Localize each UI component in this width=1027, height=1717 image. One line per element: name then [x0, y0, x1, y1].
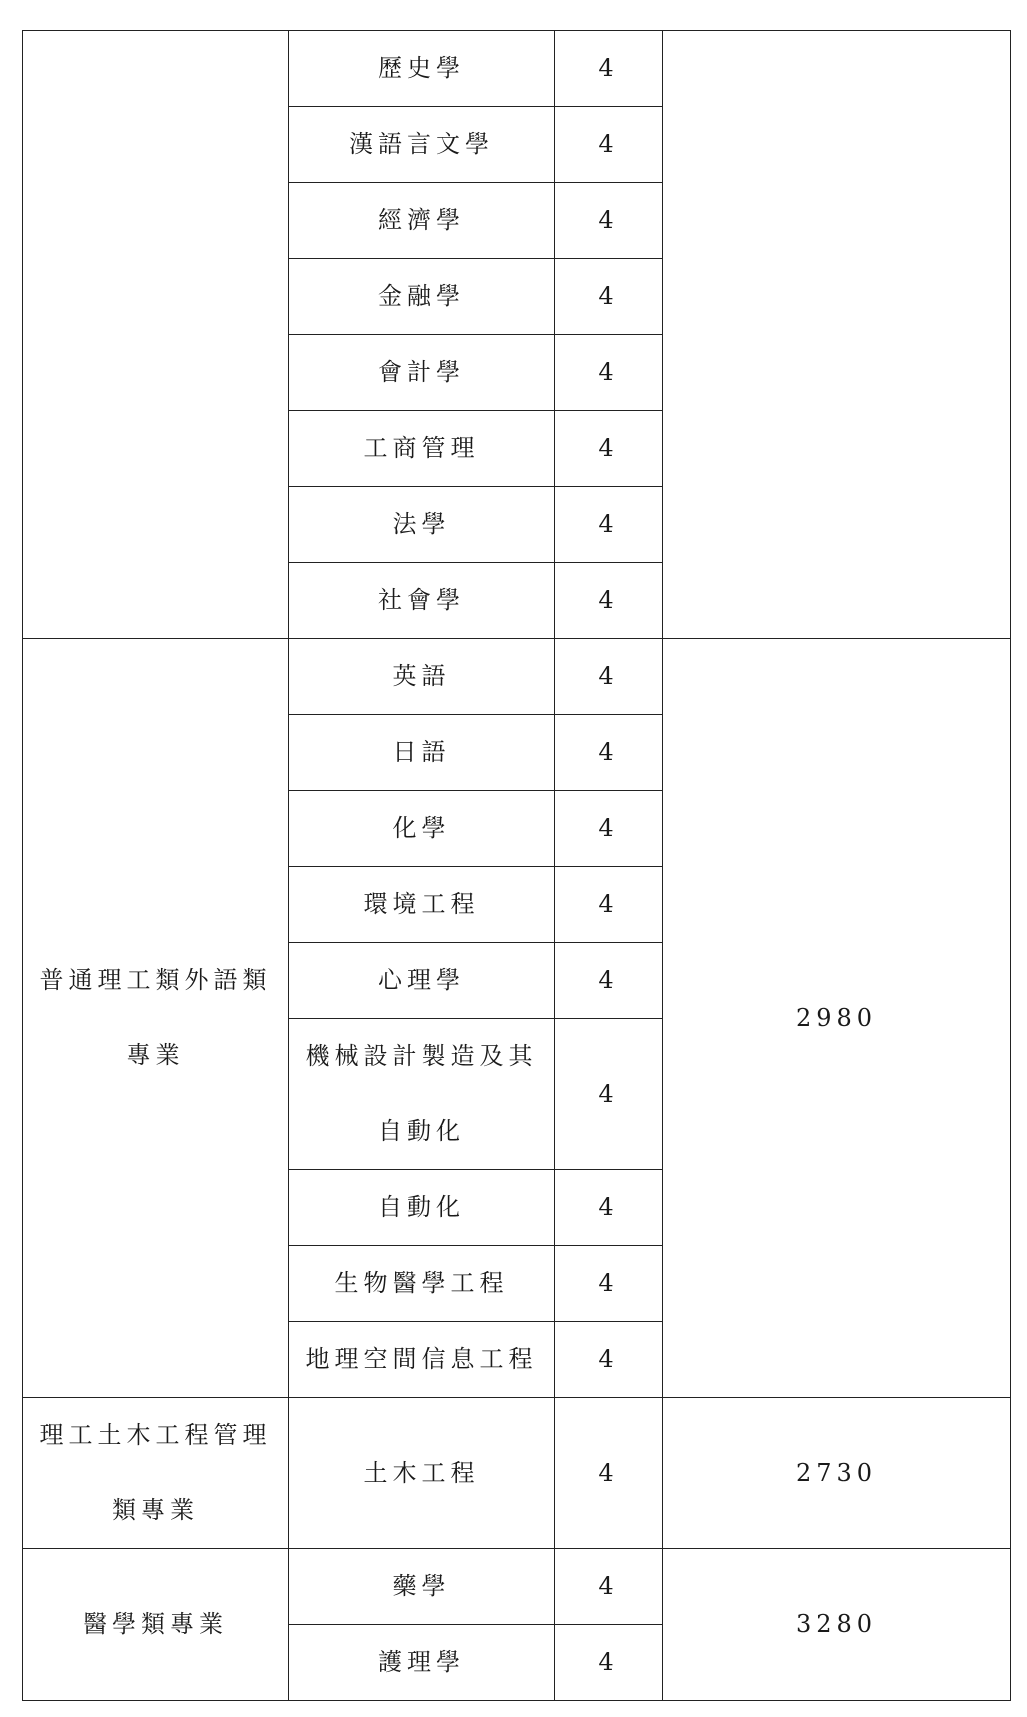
- years-cell: 4: [555, 639, 663, 715]
- fee-table: [22, 30, 1011, 1701]
- table-row: [23, 1398, 1011, 1549]
- major-cell: 日語: [289, 715, 555, 791]
- major-cell: 環境工程: [289, 867, 555, 943]
- table-row: [23, 639, 1011, 715]
- fee-cell: 2980: [663, 639, 1011, 1398]
- years-cell: 4: [555, 183, 663, 259]
- major-cell: 金融學: [289, 259, 555, 335]
- category-label: 普通理工類外語類專業: [39, 966, 272, 1069]
- table-row: [23, 1549, 1011, 1625]
- years-cell: 4: [555, 1170, 663, 1246]
- category-cell: 醫學類專業: [23, 1549, 289, 1701]
- major-cell: 工商管理: [289, 411, 555, 487]
- major-cell: 生物醫學工程: [289, 1246, 555, 1322]
- years-cell: 4: [555, 1398, 663, 1549]
- major-cell: 藥學: [289, 1549, 555, 1625]
- table-row: [23, 31, 1011, 107]
- category-cell: [23, 1398, 289, 1549]
- major-cell: 社會學: [289, 563, 555, 639]
- major-cell: 土木工程: [289, 1398, 555, 1549]
- fee-cell: 3280: [663, 1549, 1011, 1701]
- major-cell: 護理學: [289, 1625, 555, 1701]
- years-cell: 4: [555, 1246, 663, 1322]
- major-cell: 自動化: [289, 1170, 555, 1246]
- major-cell: 英語: [289, 639, 555, 715]
- years-cell: 4: [555, 487, 663, 563]
- category-cell: [23, 31, 289, 639]
- major-cell: 歷史學: [289, 31, 555, 107]
- major-cell: [289, 1019, 555, 1170]
- major-cell: 經濟學: [289, 183, 555, 259]
- years-cell: 4: [555, 1322, 663, 1398]
- category-label: 理工土木工程管理類專業: [39, 1421, 272, 1524]
- years-cell: 4: [555, 1549, 663, 1625]
- major-cell: 法學: [289, 487, 555, 563]
- category-cell: [23, 639, 289, 1398]
- major-cell: 會計學: [289, 335, 555, 411]
- major-cell: 心理學: [289, 943, 555, 1019]
- fee-cell: [663, 31, 1011, 639]
- major-cell: 地理空間信息工程: [289, 1322, 555, 1398]
- years-cell: 4: [555, 715, 663, 791]
- years-cell: 4: [555, 1019, 663, 1170]
- years-cell: 4: [555, 867, 663, 943]
- major-cell: 化學: [289, 791, 555, 867]
- years-cell: 4: [555, 335, 663, 411]
- major-label: 機械設計製造及其自動化: [305, 1042, 538, 1145]
- years-cell: 4: [555, 1625, 663, 1701]
- years-cell: 4: [555, 259, 663, 335]
- fee-table-container: [22, 30, 1011, 1701]
- years-cell: 4: [555, 791, 663, 867]
- years-cell: 4: [555, 411, 663, 487]
- fee-cell: 2730: [663, 1398, 1011, 1549]
- major-cell: 漢語言文學: [289, 107, 555, 183]
- years-cell: 4: [555, 563, 663, 639]
- years-cell: 4: [555, 107, 663, 183]
- years-cell: 4: [555, 943, 663, 1019]
- years-cell: 4: [555, 31, 663, 107]
